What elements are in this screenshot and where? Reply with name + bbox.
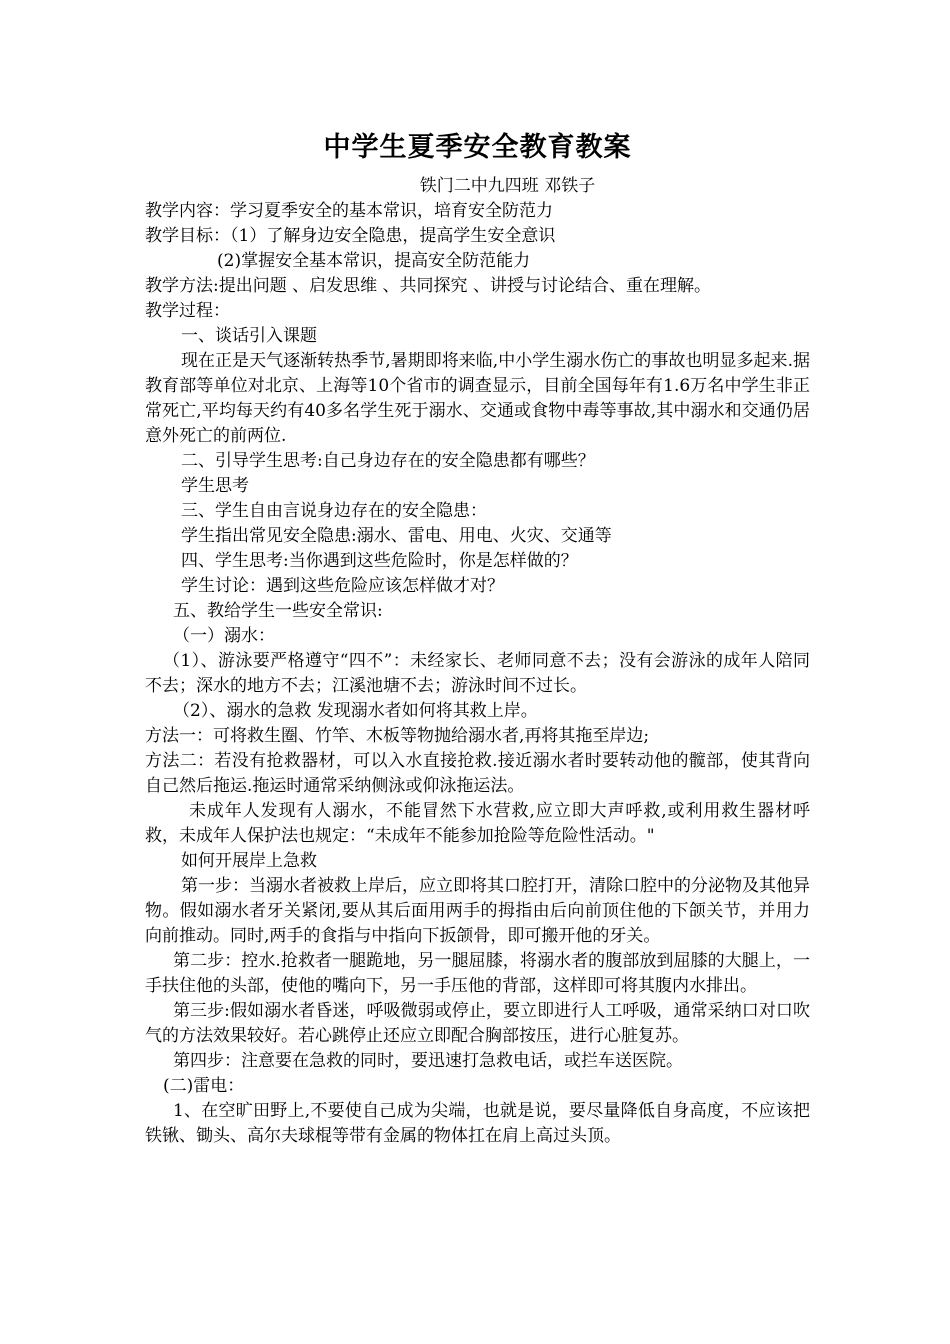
section-4-heading: 四、学生思考:当你遇到这些危险时，你是怎样做的？ [181,551,578,571]
minor-rule: 未成年人发现有人溺水，不能冒然下水营救,应立即大声呼救,或利用救生器材呼救，未成年人保护法也规定：“未成年不能参加抢险等危险性活动。" [145,801,810,846]
teaching-method: 教学方法:提出问题 、启发思维 、共同探究 、讲授与讨论结合、重在理解。 [145,276,711,296]
teaching-content: 教学内容：学习夏季安全的基本常识，培育安全防范力 [145,201,553,221]
method-one: 方法一：可将救生圈、竹竿、木板等物抛给溺水者,再将其拖至岸边; [145,726,650,746]
swimming-rules: （1）、游泳要严格遵守“四不”：未经家长、老师同意不去；没有会游泳的成年人陪同不去；深水的地方不去；江溪池塘不去；游泳时间不过长。 [145,651,810,696]
document-title: 中学生夏季安全教育教案 [323,132,632,163]
teaching-goal-1: 教学目标：（1）了解身边安全隐患，提高学生安全意识 [145,226,556,246]
shore-rescue-heading: 如何开展岸上急救 [181,851,317,871]
step-three: 第三步:假如溺水者昏迷，呼吸微弱或停止，要立即进行人工呼吸，通常采纳口对口吹气的方法效果较好。若心跳停止还应立即配合胸部按压，进行心脏复苏。 [145,1001,810,1046]
section-1-body: 现在正是天气逐渐转热季节,暑期即将来临,中小学生溺水伤亡的事故也明显多起来.据教育部等单位对北京、上海等10个省市的调查显示，目前全国每年有1.6万名中学生非正常死亡,平均每天约有40多名学生死于溺水、交通或食物中毒等事故,其中溺水和交通仍居意外死亡的前两位. [145,351,810,446]
section-1-heading: 一、谈话引入课题 [181,326,317,346]
student-discussion: 学生讨论：遇到这些危险应该怎样做才对？ [181,576,504,596]
step-one: 第一步：当溺水者被救上岸后，应立即将其口腔打开，清除口腔中的分泌物及其他异物。假如溺水者牙关紧闭,要从其后面用两手的拇指由后向前顶住他的下颌关节，并用力向前推动。同时,两手的食指与中指向下扳颌骨，即可搬开他的牙关。 [145,876,810,946]
document-body [145,128,810,1149]
lightning-heading: (二)雷电： [163,1076,245,1096]
step-four: 第四步：注意要在急救的同时，要迅速打急救电话，或拦车送医院。 [173,1051,683,1071]
drowning-heading: （一）溺水： [173,626,275,646]
drowning-rescue: （2）、溺水的急救 发现溺水者如何将其救上岸。 [173,701,538,721]
section-2-heading: 二、引导学生思考:自己身边存在的安全隐患都有哪些？ [181,451,595,471]
section-3-heading: 三、学生自由言说身边存在的安全隐患： [181,501,487,521]
student-thinking: 学生思考 [181,476,249,496]
section-5-heading: 五、教给学生一些安全常识: [173,601,383,621]
teaching-process: 教学过程： [145,301,230,321]
document-author: 铁门二中九四班 邓铁子 [419,176,596,196]
step-two: 第二步：控水.抢救者一腿跪地，另一腿屈膝，将溺水者的腹部放到屈膝的大腿上，一手扶住他的头部，使他的嘴向下，另一手压他的背部，这样即可将其腹内水排出。 [145,951,810,996]
teaching-goal-2: (2)掌握安全基本常识，提高安全防范能力 [217,251,531,271]
lightning-rule-1: 1、在空旷田野上,不要使自己成为尖端，也就是说，要尽量降低自身高度，不应该把铁锹、锄头、高尔夫球棍等带有金属的物体扛在肩上高过头顶。 [145,1101,810,1146]
method-two: 方法二：若没有抢救器材，可以入水直接抢救.接近溺水者时要转动他的髋部，使其背向自己然后拖运.拖运时通常采纳侧泳或仰泳拖运法。 [145,751,810,796]
common-hazards: 学生指出常见安全隐患:溺水、雷电、用电、火灾、交通等 [181,526,612,546]
